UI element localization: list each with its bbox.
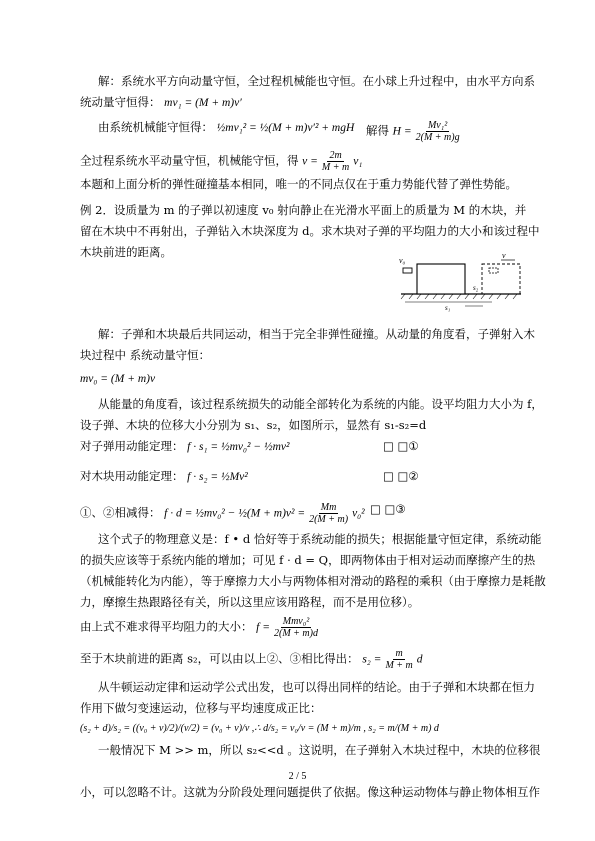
text: 对子弹用动能定理：: [80, 439, 184, 453]
text: 全过程系统水平动量守恒，机械能守恒，得: [80, 153, 299, 168]
para-line: 的损失应该等于系统内能的增加；可见 f · d = Q，即两物体由于相对运动而摩擦产生的热: [80, 553, 536, 567]
para-line: [98, 120, 354, 135]
formula: v₀²: [352, 507, 365, 520]
s1-label: s₁: [445, 304, 451, 312]
para-line: 从能量的角度看，该过程系统损失的动能全部转化为系统的内能。设平均阻力大小为 f，: [98, 397, 543, 411]
para-line: 小，可以忽略不计。这就为分阶段处理问题提供了依据。像这种运动物体与静止物体相互作: [80, 785, 540, 799]
text: 统动量守恒得：: [80, 95, 161, 109]
para-line: [80, 95, 242, 110]
frac-den: 2(M + m)d: [274, 628, 318, 639]
para-line: 这个式子的物理意义是：f • d 恰好等于系统动能的损失；根据能量守恒定律，系统动能: [98, 532, 542, 546]
para-line: 木块前进的距离。: [80, 245, 172, 259]
text: 解得: [366, 123, 389, 138]
formula: s₂ =: [362, 653, 382, 666]
equation-line: [80, 469, 248, 484]
v-label: v: [502, 251, 506, 260]
formula: f · s₁ = ½mv₀² − ½mv²: [187, 441, 290, 453]
equation-line: [80, 648, 423, 671]
formula: f · s₂ = ½Mv²: [187, 471, 248, 483]
s2-label: s₂: [473, 284, 479, 292]
v0-label: v₀: [399, 256, 406, 265]
text: 对木块用动能定理：: [80, 469, 184, 483]
text: 由系统机械能守恒得：: [98, 120, 213, 134]
frac-num: Mm: [320, 502, 337, 513]
para-line: 设子弹、木块的位移大小分别为 s₁、s₂，如图所示，显然有 s₁-s₂=d: [80, 418, 427, 432]
formula: d: [416, 653, 423, 666]
frac-num: Mv₁²: [427, 120, 448, 131]
formula: ½mv₁² = ½(M + m)v′² + mgH: [216, 122, 355, 134]
frac-num: m: [395, 648, 403, 659]
para-line: （机械能转化为内能），等于摩擦力大小与两物体相对滑动的路程的乘积（由于摩擦力是耗散: [80, 574, 546, 588]
frac-den: M + m: [385, 660, 413, 671]
formula: v =: [302, 155, 318, 168]
para-line: [80, 150, 362, 173]
text: 由上式不难求得平均阻力的大小：: [80, 619, 253, 634]
formula: mv₀ = (M + m)v: [80, 373, 156, 385]
equation-line: [80, 502, 365, 525]
equation-tag: □ □③: [370, 502, 406, 516]
example-title: 例 2．设质量为 m 的子弹以初速度 v₀ 射向静止在光滑水平面上的质量为 M 的木块，并: [80, 203, 527, 217]
frac-num: 2m: [329, 150, 342, 161]
para-line: [366, 120, 464, 143]
formula: f · d = ½mv₀² − ½(M + m)v² =: [164, 507, 306, 520]
para-line: 力，摩擦生热跟路径有关，所以这里应该用路程，而不是用位移）。: [80, 595, 420, 609]
para-line: 解：系统水平方向动量守恒，全过程机械能也守恒。在小球上升过程中，由水平方向系: [98, 74, 535, 88]
bullet-block-figure: [397, 250, 525, 314]
para-line: 本题和上面分析的弹性碰撞基本相同，唯一的不同点仅在于重力势能代替了弹性势能。: [80, 177, 517, 191]
formula: f =: [256, 621, 270, 634]
para-line: 作用下做匀变速运动，位移与平均速度成正比：: [80, 701, 322, 715]
equation-tag: □ □②: [383, 469, 419, 483]
frac-den: 2(M + m): [309, 514, 349, 525]
para-line: 一般情况下 M >> m，所以 s₂<<d 。这说明，在子弹射入木块过程中，木块的位移很: [98, 743, 541, 757]
para-line: 留在木块中不再射出，子弹钻入木块深度为 d。求木块对子弹的平均阻力的大小和该过程中: [80, 224, 540, 238]
equation-tag: □ □①: [383, 439, 419, 453]
page-number: 2 / 5: [288, 771, 307, 782]
para-line: 块过程中 系统动量守恒：: [80, 348, 211, 362]
text: ①、②相减得：: [80, 505, 161, 520]
frac-den: M + m: [321, 162, 350, 173]
para-line: 从牛顿运动定律和运动学公式出发，也可以得出同样的结论。由于子弹和木块都在恒力: [98, 680, 535, 694]
formula: (s₂ + d)/s₂ = ((v₀ + v)/2)/(v/2) = (v₀ + v)/v ,∴ d/s₂ = v₀/v = (M + m)/m , s₂ = m/(M + m) d: [80, 723, 439, 734]
text: 至于木块前进的距离 s₂，可以由以上②、③相比得出：: [80, 651, 359, 666]
equation-line: [80, 439, 289, 454]
formula: H =: [392, 125, 412, 138]
equation-line: [80, 616, 322, 639]
formula: v₁: [353, 155, 363, 168]
frac-den: 2(M + m)g: [415, 132, 460, 143]
para-line: 解：子弹和木块最后共同运动，相当于完全非弹性碰撞。从动量的角度看，子弹射入木: [98, 327, 535, 341]
frac-num: Mmv₀²: [282, 616, 310, 627]
formula: mv₁ = (M + m)v′: [164, 97, 242, 109]
